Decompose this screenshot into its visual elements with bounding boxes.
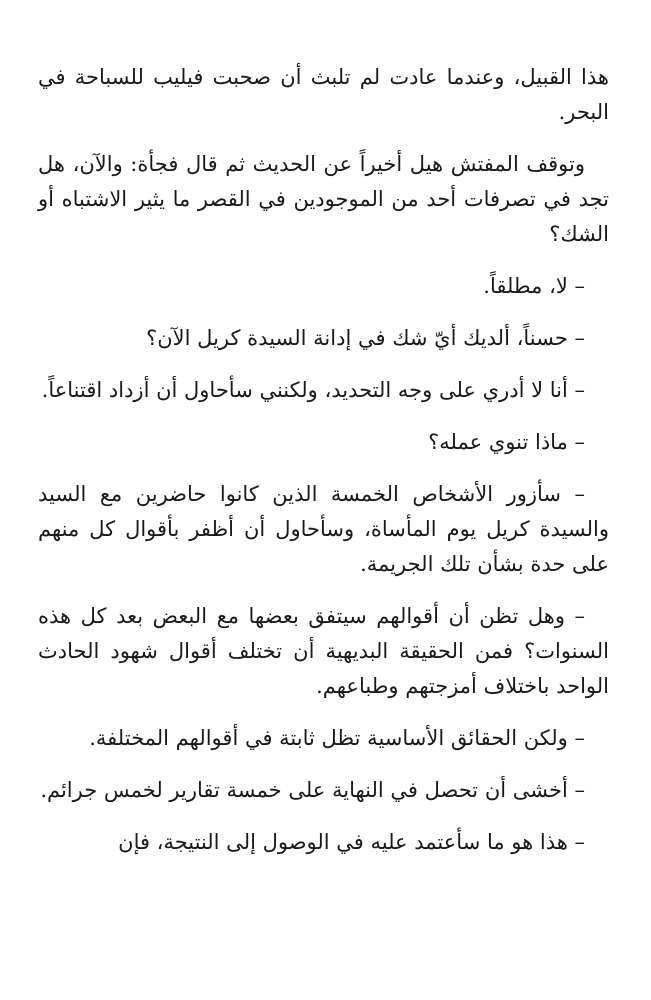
dialogue-line: – وهل تظن أن أقوالهم سيتفق بعضها مع البعض بعد كل هذه السنوات؟ فمن الحقيقة البديهية أن تختلف أقوال شهود الحادث الواحد باختلاف أمزجتهم وطباعهم.	[38, 604, 609, 698]
dialogue-line: – لا، مطلقاً.	[483, 274, 585, 298]
dialogue-line: – ماذا تنوي عمله؟	[428, 430, 585, 454]
dialogue-line: – ولكن الحقائق الأساسية تظل ثابتة في أقوالهم المختلفة.	[89, 726, 585, 750]
dialogue-line: – أنا لا أدري على وجه التحديد، ولكنني سأحاول أن أزداد اقتناعاً.	[41, 378, 585, 402]
dialogue-line: – حسناً، ألديك أيّ شك في إدانة السيدة كريل الآن؟	[146, 326, 585, 350]
paragraph-2: وتوقف المفتش هيل أخيراً عن الحديث ثم قال فجأة: والآن، هل تجد في تصرفات أحد من الموجودين في القصر ما يثير الاشتباه أو الشك؟	[38, 152, 609, 246]
dialogue-line: – هذا هو ما سأعتمد عليه في الوصول إلى النتيجة، فإن	[118, 830, 585, 854]
paragraph-1: هذا القبيل، وعندما عادت لم تلبث أن صحبت فيليب للسباحة في البحر.	[38, 65, 609, 124]
dialogue-line: – أخشى أن تحصل في النهاية على خمسة تقارير لخمس جرائم.	[40, 778, 585, 802]
dialogue-line: – سأزور الأشخاص الخمسة الذين كانوا حاضرين مع السيد والسيدة كريل يوم المأساة، وسأحاول أن أظفر بأقوال كل منهم على حدة بشأن تلك الجريمة.	[38, 482, 609, 576]
